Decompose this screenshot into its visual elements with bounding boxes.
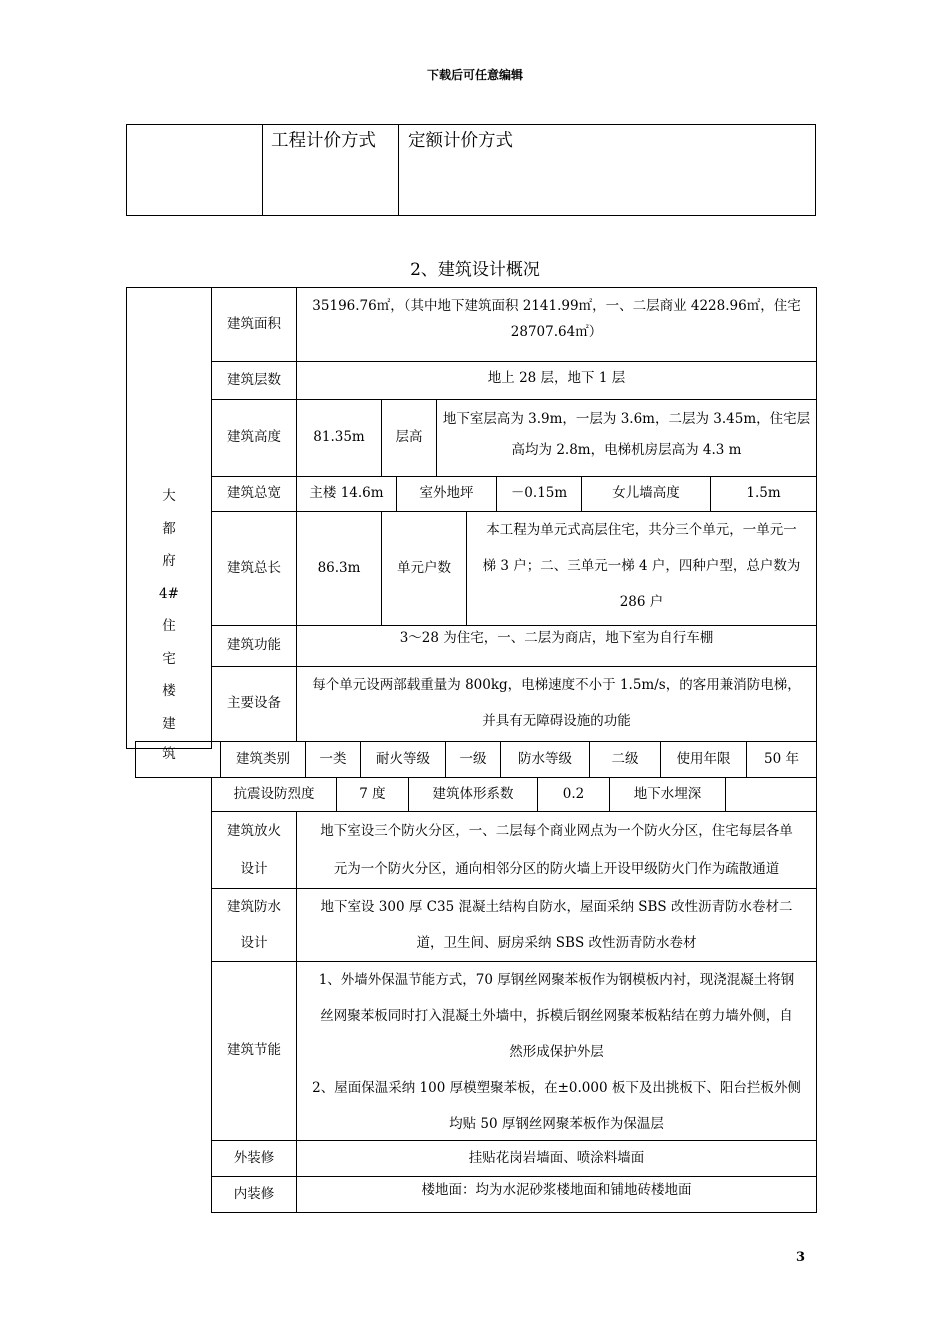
floors-label: 建筑层数 bbox=[211, 361, 297, 400]
parapet-label: 女儿墙高度 bbox=[581, 476, 711, 512]
fire-design-line2: 元为一个防火分区，通向相邻分区的防火墙上开设甲级防火门作为疏散通道 bbox=[333, 861, 780, 877]
char: 住 bbox=[162, 618, 176, 634]
energy-line1: 1、外墙外保温节能方式，70 厚钢丝网聚苯板作为钢模板内衬，现浇混凝土将钢 bbox=[318, 972, 795, 988]
char: 大 bbox=[162, 488, 176, 504]
char: 府 bbox=[162, 553, 176, 569]
energy-value bbox=[296, 961, 817, 1141]
floors-value: 地上 28 层，地下 1 层 bbox=[296, 361, 817, 400]
section-title: 2、建筑设计概况 bbox=[410, 260, 540, 280]
divider bbox=[262, 124, 263, 216]
water-rating-label: 防水等级 bbox=[500, 741, 590, 778]
units-line3: 286 户 bbox=[619, 594, 664, 610]
equipment-label: 主要设备 bbox=[211, 666, 297, 742]
project-name-vertical bbox=[127, 480, 211, 762]
char: 楼 bbox=[162, 683, 176, 699]
equipment-line1: 每个单元设两部载重量为 800kg，电梯速度不小于 1.5m/s，的客用兼消防电梯， bbox=[312, 677, 801, 693]
page-header: 下载后可任意编辑 bbox=[426, 68, 523, 82]
floor-height-value bbox=[436, 399, 817, 477]
shape-coef-value: 0.2 bbox=[537, 777, 610, 812]
char: 都 bbox=[162, 520, 176, 537]
fire-design-label bbox=[211, 811, 297, 889]
fire-rating-value: 一级 bbox=[445, 741, 501, 778]
fire-rating-label: 耐火等级 bbox=[360, 741, 446, 778]
width-main: 主楼 14.6m bbox=[296, 476, 397, 512]
category-value: 一类 bbox=[305, 741, 361, 778]
length-label: 建筑总长 bbox=[211, 511, 297, 626]
groundwater-value bbox=[725, 777, 817, 812]
units-value bbox=[466, 511, 817, 626]
energy-label: 建筑节能 bbox=[211, 961, 297, 1141]
water-rating-value: 二级 bbox=[589, 741, 661, 778]
floor-height-line2: 高均为 2.8m，电梯机房层高为 4.3 m bbox=[511, 442, 742, 458]
pricing-method-label: 工程计价方式 bbox=[271, 131, 376, 151]
height-label: 建筑高度 bbox=[211, 399, 297, 477]
waterproof-label1: 建筑防水 bbox=[227, 899, 281, 915]
equipment-value bbox=[296, 666, 817, 742]
area-line2: 28707.64㎡） bbox=[510, 324, 603, 340]
length-value: 86.3m bbox=[296, 511, 382, 626]
width-label: 建筑总宽 bbox=[211, 476, 297, 512]
energy-line4: 2、屋面保温采纳 100 厚模塑聚苯板，在±0.000 板下及出挑板下、阳台拦板外侧 bbox=[312, 1080, 801, 1096]
char: 4# bbox=[159, 585, 179, 602]
waterproof-line2: 道，卫生间、厨房采纳 SBS 改性沥青防水卷材 bbox=[416, 935, 697, 951]
groundwater-label: 地下水埋深 bbox=[609, 777, 726, 812]
exterior-value: 挂贴花岗岩墙面、喷涂料墙面 bbox=[296, 1140, 817, 1177]
function-label: 建筑功能 bbox=[211, 625, 297, 667]
area-value bbox=[296, 287, 817, 362]
parapet-value: 1.5m bbox=[710, 476, 817, 512]
char: 筑 bbox=[162, 746, 176, 762]
ground-value: －0.15m bbox=[496, 476, 582, 512]
fire-design-label1: 建筑放火 bbox=[227, 823, 281, 839]
floor-height-line1: 地下室层高为 3.9m，一层为 3.6m，二层为 3.45m，住宅层 bbox=[442, 411, 811, 427]
fire-design-label2: 设计 bbox=[240, 861, 268, 877]
char: 宅 bbox=[162, 650, 176, 667]
service-life-label: 使用年限 bbox=[660, 741, 747, 778]
category-blank bbox=[135, 741, 221, 778]
exterior-label: 外装修 bbox=[211, 1140, 297, 1177]
waterproof-label bbox=[211, 888, 297, 962]
energy-line5: 均贴 50 厚钢丝网聚苯板作为保温层 bbox=[449, 1116, 664, 1132]
fire-design-line1: 地下室设三个防火分区，一、二层每个商业网点为一个防火分区，住宅每层各单 bbox=[320, 823, 793, 839]
divider bbox=[398, 124, 399, 216]
area-line1: 35196.76㎡，（其中地下建筑面积 2141.99㎡，一、二层商业 4228.96㎡，住宅 bbox=[312, 298, 801, 314]
page-number: 3 bbox=[796, 1250, 806, 1265]
waterproof-line1: 地下室设 300 厚 C35 混凝土结构自防水，屋面采纳 SBS 改性沥青防水卷材二 bbox=[320, 899, 793, 915]
units-label: 单元户数 bbox=[381, 511, 467, 626]
seismic-label: 抗震设防烈度 bbox=[211, 777, 337, 812]
pricing-method-value: 定额计价方式 bbox=[408, 131, 513, 151]
waterproof-label2: 设计 bbox=[240, 935, 268, 951]
waterproof-value bbox=[296, 888, 817, 962]
ground-label: 室外地坪 bbox=[396, 476, 497, 512]
category-label: 建筑类别 bbox=[220, 741, 306, 778]
area-label: 建筑面积 bbox=[211, 287, 297, 362]
units-line2: 梯 3 户；二、三单元一梯 4 户，四种户型，总户数为 bbox=[482, 558, 801, 574]
function-value: 3～28 为住宅，一、二层为商店，地下室为自行车棚 bbox=[296, 625, 817, 667]
units-line1: 本工程为单元式高层住宅，共分三个单元，一单元一 bbox=[486, 522, 797, 538]
interior-value: 楼地面：均为水泥砂浆楼地面和铺地砖楼地面 bbox=[296, 1176, 817, 1213]
interior-label: 内装修 bbox=[211, 1176, 297, 1213]
equipment-line2: 并具有无障碍设施的功能 bbox=[482, 713, 631, 729]
height-value: 81.35m bbox=[296, 399, 382, 477]
fire-design-value bbox=[296, 811, 817, 889]
energy-line2: 丝网聚苯板同时打入混凝土外墙中，拆模后钢丝网聚苯板粘结在剪力墙外侧，自 bbox=[320, 1008, 793, 1024]
service-life-value: 50 年 bbox=[746, 741, 817, 778]
shape-coef-label: 建筑体形系数 bbox=[408, 777, 538, 812]
energy-line3: 然形成保护外层 bbox=[509, 1044, 604, 1060]
char: 建 bbox=[162, 715, 176, 732]
floor-height-label: 层高 bbox=[381, 399, 437, 477]
seismic-value: 7 度 bbox=[336, 777, 409, 812]
